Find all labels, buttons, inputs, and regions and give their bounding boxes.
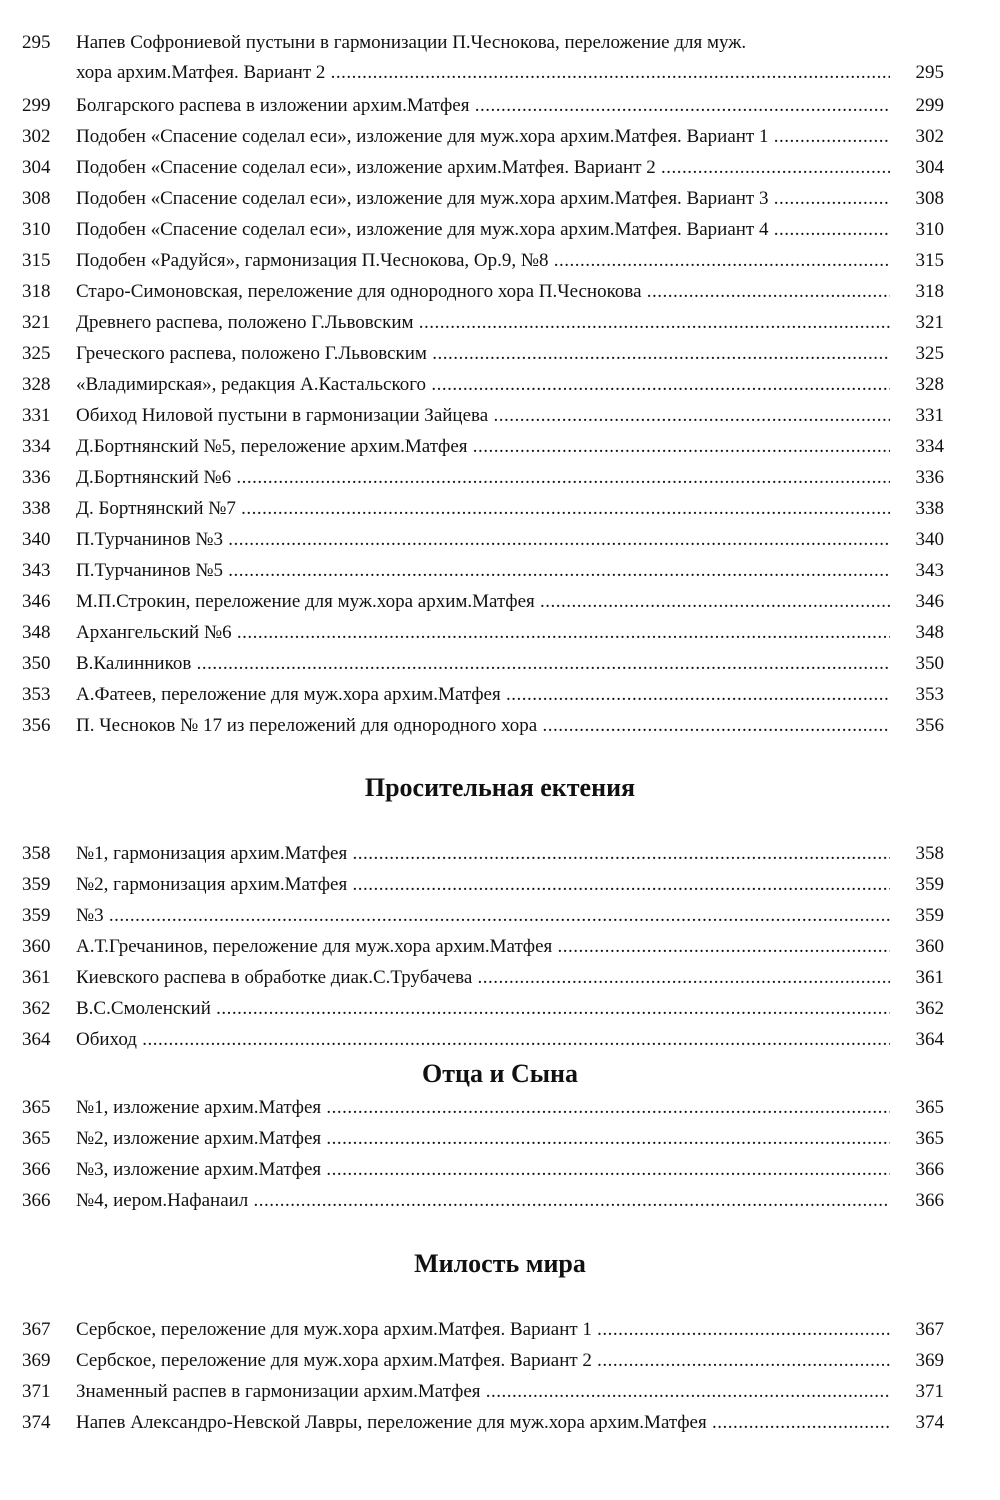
entry-page: 336: [915, 467, 944, 488]
entry-page: 353: [915, 684, 944, 705]
entry-page: 356: [915, 715, 944, 736]
entry-number: 315: [22, 250, 51, 271]
entry-page: 374: [915, 1412, 944, 1433]
entry-title: Знаменный распев в гармонизации архим.Матфея .....: [76, 1376, 890, 1407]
entry-page: 366: [915, 1190, 944, 1211]
entry-page: 310: [915, 219, 944, 240]
entry-title: №1, изложение архим.Матфея .....: [76, 1092, 890, 1123]
entry-number: 365: [22, 1128, 51, 1149]
entry-title: №2, гармонизация архим.Матфея .....: [76, 869, 890, 900]
entry-title: Киевского распева в обработке диак.С.Трубачева .....: [76, 962, 890, 993]
entry-number: 348: [22, 622, 51, 643]
toc-entry: [0, 838, 1000, 869]
toc-section: [0, 838, 1000, 1055]
toc-entry: [0, 679, 1000, 710]
entry-title: В.Калинников .....: [76, 648, 890, 679]
entry-number: 361: [22, 967, 51, 988]
toc-entry: [0, 710, 1000, 741]
entry-page: 365: [915, 1097, 944, 1118]
entry-number: 369: [22, 1350, 51, 1371]
toc-entry: [0, 369, 1000, 400]
entry-title: Обиход .....: [76, 1024, 890, 1055]
entry-title: Подобен «Спасение соделал еси», изложение для муж.хора архим.Матфея. Вариант 1 .....: [76, 121, 890, 152]
entry-page: 318: [915, 281, 944, 302]
entry-page: 334: [915, 436, 944, 457]
entry-page: 364: [915, 1029, 944, 1050]
entry-title: Напев Александро-Невской Лавры, переложение для муж.хора архим.Матфея .....: [76, 1407, 890, 1438]
entry-number: 358: [22, 843, 51, 864]
toc-entry: [0, 245, 1000, 276]
entry-number: 338: [22, 498, 51, 519]
toc-section: [0, 1314, 1000, 1438]
toc-entry: [0, 1185, 1000, 1216]
entry-title: Подобен «Спасение соделал еси», изложение для муж.хора архим.Матфея. Вариант 4 .....: [76, 214, 890, 245]
toc-entry: [0, 276, 1000, 307]
toc-entry: [0, 1154, 1000, 1185]
entry-page: 308: [915, 188, 944, 209]
entry-page: 340: [915, 529, 944, 550]
entry-title: Старо-Симоновская, переложение для однородного хора П.Чеснокова .....: [76, 276, 890, 307]
toc-entry: [0, 900, 1000, 931]
toc-entry: [0, 524, 1000, 555]
entry-page: 338: [915, 498, 944, 519]
toc-entry: [0, 214, 1000, 245]
entry-title: №3 .....: [76, 900, 890, 931]
entry-page: 362: [915, 998, 944, 1019]
entry-page: 359: [915, 905, 944, 926]
toc-entry: [0, 1092, 1000, 1123]
entry-title: Архангельский №6 .....: [76, 617, 890, 648]
entry-page: 359: [915, 874, 944, 895]
entry-number: 328: [22, 374, 51, 395]
entry-number: 325: [22, 343, 51, 364]
toc-list: [0, 838, 1000, 1055]
entry-page: 350: [915, 653, 944, 674]
entry-number: 367: [22, 1319, 51, 1340]
toc-entry: [0, 1376, 1000, 1407]
entry-number: 366: [22, 1159, 51, 1180]
entry-number: 364: [22, 1029, 51, 1050]
entry-title: П. Чесноков № 17 из переложений для однородного хора .....: [76, 710, 890, 741]
entry-number: 334: [22, 436, 51, 457]
entry-title-line2: хора архим.Матфея. Вариант 2 .....: [76, 57, 890, 88]
toc-entry: [0, 1314, 1000, 1345]
entry-number: 359: [22, 905, 51, 926]
toc-entry: [0, 493, 1000, 524]
entry-number: 302: [22, 126, 51, 147]
entry-page: 366: [915, 1159, 944, 1180]
toc-entry: [0, 462, 1000, 493]
entry-title: Д.Бортнянский №5, переложение архим.Матфея .....: [76, 431, 890, 462]
entry-title-line1: Напев Софрониевой пустыни в гармонизации П.Чеснокова, переложение для муж.: [76, 32, 747, 53]
entry-title: Подобен «Радуйся», гармонизация П.Чеснокова, Op.9, №8 .....: [76, 245, 890, 276]
toc-list: [0, 1314, 1000, 1438]
entry-title: Подобен «Спасение соделал еси», изложение архим.Матфея. Вариант 2 .....: [76, 152, 890, 183]
entry-number: 359: [22, 874, 51, 895]
toc-entry: [0, 962, 1000, 993]
entry-number: 371: [22, 1381, 51, 1402]
entry-title: №3, изложение архим.Матфея .....: [76, 1154, 890, 1185]
entry-number: 346: [22, 591, 51, 612]
toc-entry: [0, 307, 1000, 338]
entry-number: 340: [22, 529, 51, 550]
entry-title: №4, иером.Нафанаил .....: [76, 1185, 890, 1216]
toc-entry: [0, 931, 1000, 962]
toc-entry: [0, 1345, 1000, 1376]
entry-page: 302: [915, 126, 944, 147]
toc-entry: [0, 431, 1000, 462]
toc-section: [0, 1092, 1000, 1216]
entry-number: 295: [22, 32, 51, 53]
entry-number: 310: [22, 219, 51, 240]
entry-title: Д.Бортнянский №6 .....: [76, 462, 890, 493]
toc-entry: [0, 555, 1000, 586]
entry-number: 343: [22, 560, 51, 581]
toc-entry: [0, 121, 1000, 152]
entry-title: В.С.Смоленский .....: [76, 993, 890, 1024]
entry-title: А.Т.Гречанинов, переложение для муж.хора архим.Матфея .....: [76, 931, 890, 962]
entry-page: 367: [915, 1319, 944, 1340]
entry-page: 365: [915, 1128, 944, 1149]
entry-page: 348: [915, 622, 944, 643]
entry-page: 295: [915, 62, 944, 83]
entry-page: 325: [915, 343, 944, 364]
entry-page: 315: [915, 250, 944, 271]
toc-entry: [0, 28, 1000, 90]
toc-entry: [0, 1024, 1000, 1055]
entry-title: П.Турчанинов №5 .....: [76, 555, 890, 586]
entry-page: 369: [915, 1350, 944, 1371]
toc-list: [0, 90, 1000, 741]
entry-title: №1, гармонизация архим.Матфея .....: [76, 838, 890, 869]
entry-page: 304: [915, 157, 944, 178]
toc-list: [0, 1092, 1000, 1216]
entry-title: П.Турчанинов №3 .....: [76, 524, 890, 555]
entry-title: Подобен «Спасение соделал еси», изложение для муж.хора архим.Матфея. Вариант 3 .....: [76, 183, 890, 214]
entry-number: 304: [22, 157, 51, 178]
toc-entry: [0, 1123, 1000, 1154]
entry-title: Болгарского распева в изложении архим.Матфея .....: [76, 90, 890, 121]
entry-number: 318: [22, 281, 51, 302]
entry-number: 374: [22, 1412, 51, 1433]
section-heading: Милость мира: [414, 1249, 586, 1278]
entry-number: 360: [22, 936, 51, 957]
entry-title: М.П.Строкин, переложение для муж.хора архим.Матфея .....: [76, 586, 890, 617]
entry-number: 308: [22, 188, 51, 209]
toc-entry: [0, 90, 1000, 121]
entry-title: «Владимирская», редакция А.Кастальского .....: [76, 369, 890, 400]
entry-title: А.Фатеев, переложение для муж.хора архим.Матфея .....: [76, 679, 890, 710]
entry-page: 358: [915, 843, 944, 864]
entry-page: 343: [915, 560, 944, 581]
entry-number: 299: [22, 95, 51, 116]
toc-entry: [0, 869, 1000, 900]
toc-top-block: [0, 28, 1000, 741]
entry-title: Сербское, переложение для муж.хора архим.Матфея. Вариант 1 .....: [76, 1314, 890, 1345]
entry-number: 336: [22, 467, 51, 488]
entry-page: 331: [915, 405, 944, 426]
entry-page: 328: [915, 374, 944, 395]
entry-page: 360: [915, 936, 944, 957]
section-heading: Просительная ектения: [364, 773, 636, 802]
entry-page: 321: [915, 312, 944, 333]
entry-page: 346: [915, 591, 944, 612]
entry-number: 331: [22, 405, 51, 426]
entry-title: Сербское, переложение для муж.хора архим.Матфея. Вариант 2 .....: [76, 1345, 890, 1376]
toc-entry: [0, 586, 1000, 617]
toc-entry: [0, 152, 1000, 183]
entry-number: 362: [22, 998, 51, 1019]
entry-page: 361: [915, 967, 944, 988]
toc-entry: [0, 993, 1000, 1024]
entry-number: 365: [22, 1097, 51, 1118]
entry-number: 356: [22, 715, 51, 736]
entry-number: 321: [22, 312, 51, 333]
entry-page: 299: [915, 95, 944, 116]
toc-entry: [0, 338, 1000, 369]
entry-number: 353: [22, 684, 51, 705]
toc-entry: [0, 400, 1000, 431]
entry-number: 350: [22, 653, 51, 674]
toc-entry: [0, 183, 1000, 214]
entry-title: №2, изложение архим.Матфея .....: [76, 1123, 890, 1154]
entry-title: Греческого распева, положено Г.Львовским .....: [76, 338, 890, 369]
entry-title: Древнего распева, положено Г.Львовским .....: [76, 307, 890, 338]
section-heading: Отца и Сына: [421, 1059, 578, 1088]
toc-entry: [0, 617, 1000, 648]
entry-page: 371: [915, 1381, 944, 1402]
entry-title: Обиход Ниловой пустыни в гармонизации Зайцева .....: [76, 400, 890, 431]
toc-entry: [0, 648, 1000, 679]
entry-title: Д. Бортнянский №7 .....: [76, 493, 890, 524]
toc-entry: [0, 1407, 1000, 1438]
entry-number: 366: [22, 1190, 51, 1211]
